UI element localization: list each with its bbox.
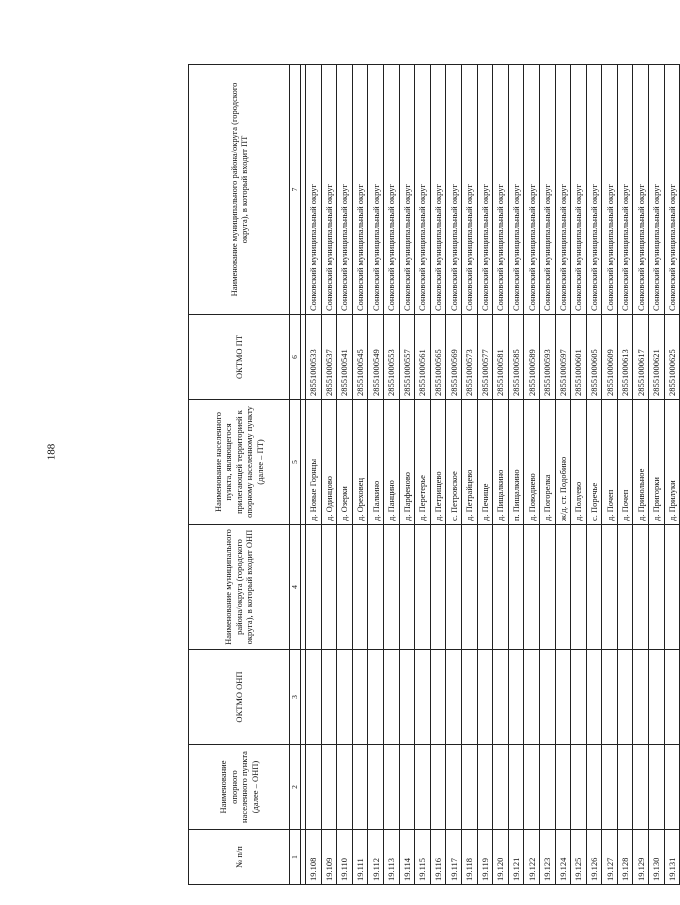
row-number-cell: 19.118 [461,830,477,885]
row-number-cell: 19.119 [477,830,493,885]
onp-oktmo-cell [649,650,665,745]
onp-name-cell [602,745,618,830]
pt-oktmo-cell: 28551000569 [446,315,462,400]
table-row [571,65,587,885]
row-number-cell: 19.129 [633,830,649,885]
pt-oktmo-cell: 28551000589 [524,315,540,400]
onp-oktmo-cell [446,650,462,745]
page-number-text: 188 [45,443,57,461]
pt-oktmo-cell: 28551000537 [321,315,337,400]
pt-district-cell: Сонковский муниципальный округ [399,65,415,315]
row-number-cell: 19.120 [493,830,509,885]
pt-district-cell: Сонковский муниципальный округ [508,65,524,315]
column-number-row [290,65,301,885]
pt-district-cell: Сонковский муниципальный округ [664,65,680,315]
pt-oktmo-cell: 28551000553 [383,315,399,400]
pt-district-cell: Сонковский муниципальный округ [649,65,665,315]
row-number-cell: 19.115 [415,830,431,885]
onp-district-cell [602,525,618,650]
onp-name-cell [430,745,446,830]
pt-district-cell: Сонковский муниципальный округ [617,65,633,315]
onp-name-cell [368,745,384,830]
onp-name-cell [321,745,337,830]
pt-oktmo-cell: 28551000533 [306,315,322,400]
pt-name-cell: д. Поводнево [524,400,540,525]
pt-name-cell: д. Новые Горнцы [306,400,322,525]
onp-district-cell [571,525,587,650]
settlements-table [188,64,680,885]
header-cell: Наименование муниципального района/округа (городского округа), в который входит ПТ [189,65,290,315]
pt-oktmo-cell: 28551000565 [430,315,446,400]
pt-name-cell: д. Панцино [383,400,399,525]
onp-name-cell [539,745,555,830]
pt-district-cell: Сонковский муниципальный округ [337,65,353,315]
onp-name-cell [555,745,571,830]
onp-oktmo-cell [664,650,680,745]
header-cell: Наименование населенного пункта, являющегося прилегающей территорией к опорному населенному пункту (далее – ПТ) [189,400,290,525]
pt-oktmo-cell: 28551000625 [664,315,680,400]
onp-oktmo-cell [306,650,322,745]
onp-name-cell [586,745,602,830]
onp-oktmo-cell [399,650,415,745]
pt-oktmo-cell: 28551000621 [649,315,665,400]
table-row [633,65,649,885]
onp-oktmo-cell [617,650,633,745]
onp-district-cell [539,525,555,650]
row-number-cell: 19.128 [617,830,633,885]
onp-district-cell [586,525,602,650]
onp-district-cell [399,525,415,650]
table-row [524,65,540,885]
pt-district-cell: Сонковский муниципальный округ [306,65,322,315]
onp-oktmo-cell [321,650,337,745]
pt-oktmo-cell: 28551000585 [508,315,524,400]
table-row [337,65,353,885]
onp-name-cell [617,745,633,830]
onp-district-cell [555,525,571,650]
pt-district-cell: Сонковский муниципальный округ [430,65,446,315]
onp-name-cell [415,745,431,830]
column-number: 7 [290,65,301,315]
onp-name-cell [383,745,399,830]
row-number-cell: 19.113 [383,830,399,885]
onp-oktmo-cell [602,650,618,745]
onp-oktmo-cell [415,650,431,745]
pt-oktmo-cell: 28551000605 [586,315,602,400]
onp-name-cell [508,745,524,830]
row-number-cell: 19.131 [664,830,680,885]
pt-name-cell: д. Пригорки [649,400,665,525]
onp-oktmo-cell [383,650,399,745]
onp-district-cell [430,525,446,650]
table-row [399,65,415,885]
header-cell: ОКТМО ОНП [189,650,290,745]
row-number-cell: 19.122 [524,830,540,885]
pt-oktmo-cell: 28551000577 [477,315,493,400]
column-number: 1 [290,830,301,885]
table-row [649,65,665,885]
header-cell: Наименование муниципального района/округа (городского округа), в который входит ОНП [189,525,290,650]
onp-district-cell [617,525,633,650]
onp-name-cell [446,745,462,830]
onp-name-cell [571,745,587,830]
onp-district-cell [383,525,399,650]
row-number-cell: 19.124 [555,830,571,885]
column-number: 6 [290,315,301,400]
onp-name-cell [633,745,649,830]
table-row [321,65,337,885]
pt-oktmo-cell: 28551000545 [352,315,368,400]
table-row [461,65,477,885]
pt-name-cell: д. Погорелка [539,400,555,525]
onp-district-cell [461,525,477,650]
pt-name-cell: д. Перетерье [415,400,431,525]
row-number-cell: 19.123 [539,830,555,885]
table-row [415,65,431,885]
pt-district-cell: Сонковский муниципальный округ [555,65,571,315]
page-number [40,440,62,464]
onp-name-cell [399,745,415,830]
pt-district-cell: Сонковский муниципальный округ [633,65,649,315]
row-number-cell: 19.125 [571,830,587,885]
onp-district-cell [306,525,322,650]
pt-name-cell: д. Одинцово [321,400,337,525]
table-row [368,65,384,885]
pt-name-cell: ж/д. ст. Подобино [555,400,571,525]
onp-oktmo-cell [539,650,555,745]
pt-district-cell: Сонковский муниципальный округ [602,65,618,315]
table-row [586,65,602,885]
pt-oktmo-cell: 28551000541 [337,315,353,400]
pt-oktmo-cell: 28551000581 [493,315,509,400]
pt-district-cell: Сонковский муниципальный округ [524,65,540,315]
row-number-cell: 19.110 [337,830,353,885]
onp-oktmo-cell [524,650,540,745]
onp-district-cell [664,525,680,650]
pt-name-cell: д. Петрищево [430,400,446,525]
onp-oktmo-cell [555,650,571,745]
pt-oktmo-cell: 28551000573 [461,315,477,400]
onp-district-cell [508,525,524,650]
pt-district-cell: Сонковский муниципальный округ [352,65,368,315]
table-row [508,65,524,885]
table-body [306,65,680,885]
onp-district-cell [352,525,368,650]
pt-name-cell: д. Ореховец [352,400,368,525]
pt-district-cell: Сонковский муниципальный округ [383,65,399,315]
pt-oktmo-cell: 28551000597 [555,315,571,400]
table-row [477,65,493,885]
pt-oktmo-cell: 28551000593 [539,315,555,400]
onp-district-cell [633,525,649,650]
onp-district-cell [477,525,493,650]
pt-name-cell: д. Полуево [571,400,587,525]
pt-name-cell: с. Поречье [586,400,602,525]
row-number-cell: 19.126 [586,830,602,885]
pt-district-cell: Сонковский муниципальный округ [368,65,384,315]
pt-name-cell: д. Почеп [617,400,633,525]
onp-district-cell [415,525,431,650]
pt-name-cell: д. Почеп [602,400,618,525]
pt-name-cell: д. Озерки [337,400,353,525]
onp-name-cell [352,745,368,830]
onp-district-cell [493,525,509,650]
onp-name-cell [493,745,509,830]
pt-district-cell: Сонковский муниципальный округ [321,65,337,315]
table-row [617,65,633,885]
table-row [539,65,555,885]
onp-name-cell [477,745,493,830]
table-row [383,65,399,885]
pt-district-cell: Сонковский муниципальный округ [446,65,462,315]
pt-district-cell: Сонковский муниципальный округ [415,65,431,315]
onp-district-cell [446,525,462,650]
pt-name-cell: д. Парфеново [399,400,415,525]
pt-name-cell: д. Пищалкино [493,400,509,525]
pt-name-cell: с. Петровское [446,400,462,525]
onp-name-cell [649,745,665,830]
pt-name-cell: д. Петрайцево [461,400,477,525]
row-number-cell: 19.109 [321,830,337,885]
pt-oktmo-cell: 28551000557 [399,315,415,400]
onp-oktmo-cell [461,650,477,745]
table-row [306,65,322,885]
onp-district-cell [321,525,337,650]
pt-district-cell: Сонковский муниципальный округ [539,65,555,315]
pt-name-cell: д. Привольное [633,400,649,525]
row-number-cell: 19.111 [352,830,368,885]
onp-oktmo-cell [337,650,353,745]
onp-name-cell [664,745,680,830]
onp-oktmo-cell [493,650,509,745]
pt-oktmo-cell: 28551000617 [633,315,649,400]
pt-name-cell: д. Палкино [368,400,384,525]
pt-district-cell: Сонковский муниципальный округ [586,65,602,315]
row-number-cell: 19.121 [508,830,524,885]
pt-oktmo-cell: 28551000609 [602,315,618,400]
onp-oktmo-cell [368,650,384,745]
column-number: 2 [290,745,301,830]
table-row [602,65,618,885]
pt-district-cell: Сонковский муниципальный округ [477,65,493,315]
table-row [493,65,509,885]
pt-name-cell: п. Пищалкино [508,400,524,525]
column-number: 5 [290,400,301,525]
onp-oktmo-cell [430,650,446,745]
header-cell: ОКТМО ПТ [189,315,290,400]
onp-oktmo-cell [508,650,524,745]
row-number-cell: 19.117 [446,830,462,885]
onp-name-cell [306,745,322,830]
onp-name-cell [461,745,477,830]
onp-oktmo-cell [477,650,493,745]
table-row [430,65,446,885]
table-row [446,65,462,885]
pt-district-cell: Сонковский муниципальный округ [571,65,587,315]
pt-oktmo-cell: 28551000561 [415,315,431,400]
pt-district-cell: Сонковский муниципальный округ [493,65,509,315]
onp-district-cell [337,525,353,650]
header-cell: Наименование опорного населенного пункта (далее – ОНП) [189,745,290,830]
column-number: 4 [290,525,301,650]
column-number: 3 [290,650,301,745]
onp-oktmo-cell [571,650,587,745]
onp-district-cell [524,525,540,650]
onp-district-cell [649,525,665,650]
pt-oktmo-cell: 28551000549 [368,315,384,400]
row-number-cell: 19.127 [602,830,618,885]
onp-name-cell [337,745,353,830]
onp-name-cell [524,745,540,830]
onp-district-cell [368,525,384,650]
row-number-cell: 19.114 [399,830,415,885]
row-number-cell: 19.112 [368,830,384,885]
rotated-table-container [188,65,677,885]
pt-oktmo-cell: 28551000601 [571,315,587,400]
onp-oktmo-cell [352,650,368,745]
onp-oktmo-cell [586,650,602,745]
row-number-cell: 19.130 [649,830,665,885]
header-cell: № п/п [189,830,290,885]
table-row [664,65,680,885]
pt-name-cell: д. Прилуки [664,400,680,525]
table-row [555,65,571,885]
pt-oktmo-cell: 28551000613 [617,315,633,400]
table-row [352,65,368,885]
pt-district-cell: Сонковский муниципальный округ [461,65,477,315]
row-number-cell: 19.108 [306,830,322,885]
row-number-cell: 19.116 [430,830,446,885]
header-row [189,65,290,885]
pt-name-cell: д. Печище [477,400,493,525]
onp-oktmo-cell [633,650,649,745]
